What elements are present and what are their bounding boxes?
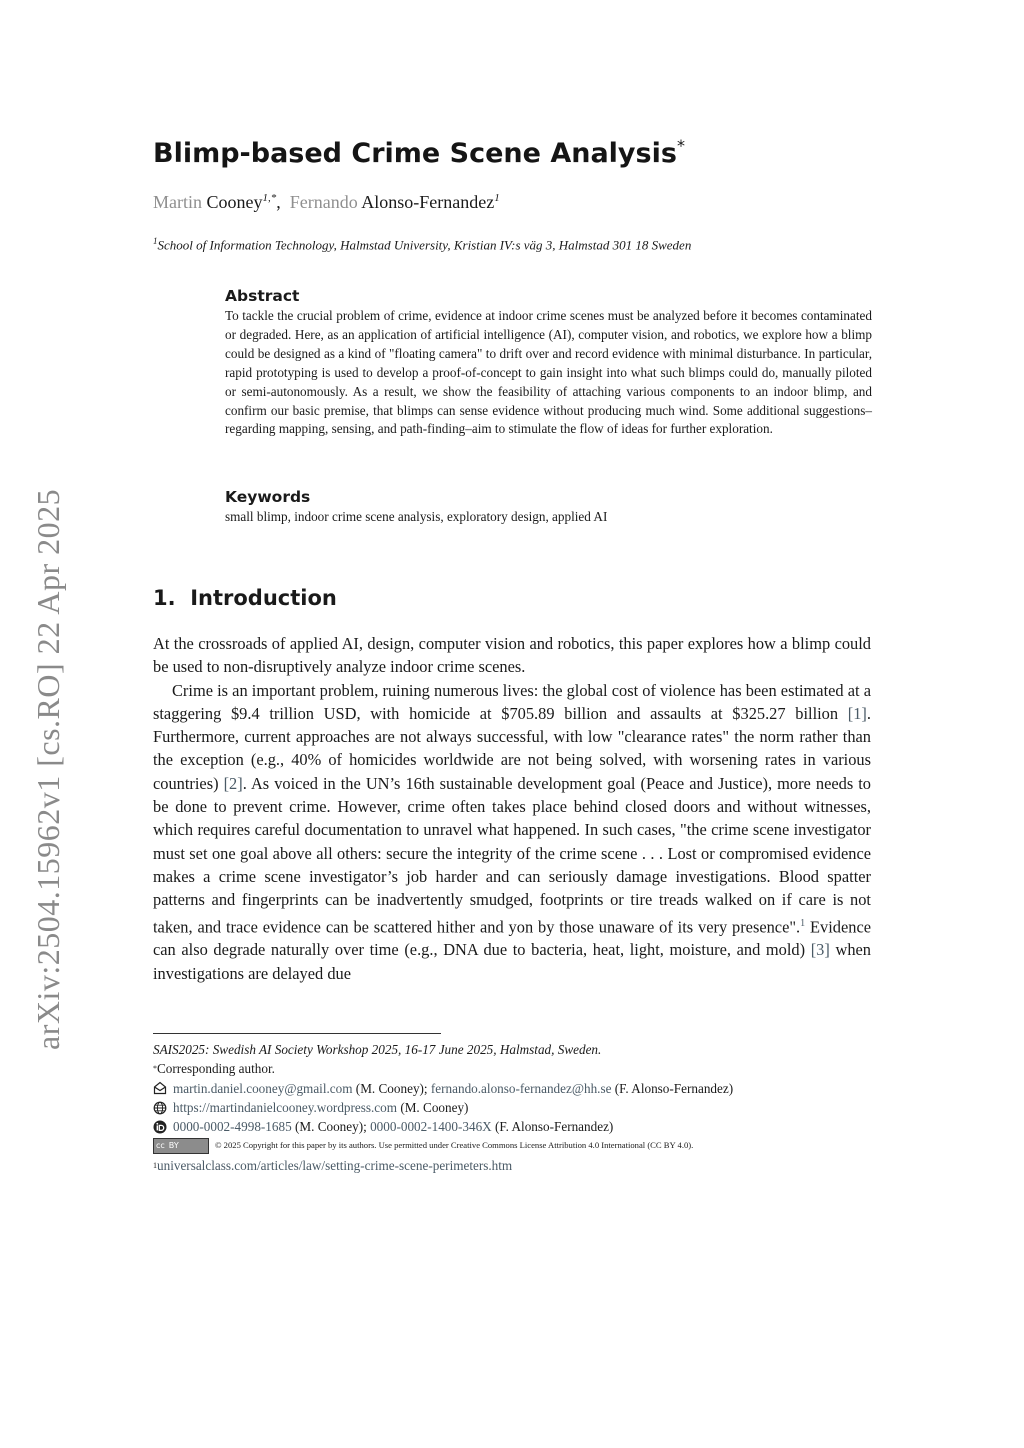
abstract-heading: Abstract [225, 287, 300, 305]
author-list: Martin Cooney$^{1,*}$, Fernando Alonso-Fernandez$^1$ [153, 192, 500, 212]
paper-title [153, 138, 685, 169]
affiliation-mark: 1 [153, 236, 158, 246]
keywords-heading: Keywords [225, 488, 311, 506]
orcid-row [153, 1117, 871, 1136]
email-link[interactable]: fernando.alonso-fernandez@hh.se [430, 1080, 612, 1096]
section-heading-introduction [153, 586, 337, 610]
author-affiliation-mark: 1 [494, 192, 500, 204]
email-row [153, 1079, 871, 1098]
intro-text: . As voiced in the UN’s 16th sustainable development goal (Peace and Justice), more needs to be done to prevent crime. However, crime often takes place behind closed doors and without witnesses, which requires careful documentation to unravel what happened. In such cases, "the crime scene investigator must set one goal above all others: secure the integrity of the crime scene . . . Lost or compromised evidence makes a crime scene investigator’s job harder and can seriously damage investigations. Blood spatter patterns and fingerprints can be inadvertently smudged, footprints or tire treads walked on if care is not taken, and trace evidence can be scattered hither and yon by those unaware of its very presence". [153, 773, 871, 937]
email-owner: (M. Cooney); [352, 1080, 431, 1096]
intro-text: Evidence can also degrade naturally over time (e.g., DNA due to bacteria, heat, light, moisture, and mold) [153, 917, 871, 960]
citation-link[interactable]: [3] [810, 940, 830, 960]
section-number: 1. [153, 586, 176, 610]
footnote-1-url[interactable]: universalclass.com/articles/law/setting-crime-scene-perimeters.htm [157, 1157, 513, 1173]
corresponding-note [153, 1059, 871, 1078]
intro-text: Crime is an important problem, ruining numerous lives: the global cost of violence has been estimated at a staggering $9.4 trillion USD, with homicide at $705.89 billion and assaults at $325.27 billion [153, 680, 871, 723]
cc-badge-right: BY [168, 1141, 179, 1151]
orcid-icon [153, 1120, 167, 1134]
email-owner: (F. Alonso-Fernandez) [611, 1080, 734, 1096]
author-given-name: Fernando [289, 192, 358, 212]
globe-icon [153, 1101, 167, 1115]
citation-link[interactable]: [1] [847, 703, 867, 723]
website-row [153, 1098, 871, 1117]
affiliation-text: School of Information Technology, Halmstad University, Kristian IV:s väg 3, Halmstad 301 18 Sweden [157, 237, 692, 253]
envelope-icon [153, 1081, 167, 1095]
title-footnote-mark: * [676, 136, 685, 155]
corresponding-mark: * [153, 1064, 157, 1074]
email-link[interactable]: martin.daniel.cooney@gmail.com [173, 1080, 353, 1096]
abstract-text: To tackle the crucial problem of crime, evidence at indoor crime scenes must be analyzed before it becomes contaminated or degraded. Here, as an application of artificial intelligence (AI), computer vision, and robotics, we explore how a blimp could be designed as a kind of "floating camera" to drift over and record evidence with minimal disturbance. In particular, rapid prototyping is used to develop a proof-of-concept to gain insight into what such blimps could do, manually piloted or semi-autonomously. As a result, we show the feasibility of attaching various components to an indoor blimp, and confirm our basic premise, that blimps can sense evidence without producing much wind. Some additional suggestions–regarding mapping, sensing, and path-finding–aim to stimulate the flow of ideas for further exploration. [225, 308, 872, 437]
intro-paragraph-1: At the crossroads of applied AI, design, computer vision and robotics, this paper explores how a blimp could be used to non-disruptively analyze indoor crime scenes. [153, 634, 871, 677]
website-link[interactable]: https://martindanielcooney.wordpress.com [173, 1099, 398, 1115]
intro-text: . Furthermore, current approaches are not always successful, with low "clearance rates" the norm rather than the exception (e.g., 40% of homicides worldwide are not being solved, with worsening rates in various countries) [153, 703, 871, 793]
footnote-divider [153, 1033, 441, 1034]
keywords-block [225, 488, 872, 527]
section-title: Introduction [190, 586, 337, 610]
introduction-body [153, 632, 871, 985]
citation-link[interactable]: [2] [223, 773, 243, 793]
footnotes [153, 1040, 871, 1175]
title-text: Blimp-based Crime Scene Analysis [153, 138, 677, 169]
website-owner: (M. Cooney) [397, 1099, 469, 1115]
orcid-link[interactable]: 0000-0002-1400-346X [370, 1119, 492, 1135]
orcid-owner: (M. Cooney); [291, 1119, 371, 1135]
author-affiliation-mark: 1,* [262, 192, 277, 204]
intro-paragraph-2 [153, 679, 871, 985]
keywords-text: small blimp, indoor crime scene analysis, exploratory design, applied AI [225, 509, 608, 524]
affiliation [153, 236, 691, 253]
author-given-name: Martin [153, 192, 202, 212]
abstract-block [225, 287, 872, 439]
intro-text: when investigations are delayed due [153, 940, 871, 983]
orcid-link[interactable]: 0000-0002-4998-1685 [173, 1119, 292, 1135]
orcid-owner: (F. Alonso-Fernandez) [491, 1119, 614, 1135]
cc-badge-left: cc [156, 1141, 165, 1151]
author-family-name: Cooney [206, 192, 263, 212]
footnote-1-mark: 1 [153, 1160, 157, 1170]
license-row [153, 1136, 871, 1155]
cc-by-license-badge[interactable] [153, 1138, 209, 1154]
footnote-1 [153, 1156, 871, 1175]
arxiv-identifier-stamp: arXiv:2504.15962v1 [cs.RO] 22 Apr 2025 [30, 488, 66, 1050]
workshop-note: SAIS2025: Swedish AI Society Workshop 2025, 16-17 June 2025, Halmstad, Sweden. [153, 1042, 602, 1057]
corresponding-text: Corresponding author. [157, 1061, 275, 1077]
footnote-link[interactable]: 1 [800, 917, 806, 929]
copyright-text: © 2025 Copyright for this paper by its authors. Use permitted under Creative Commons License Attribution 4.0 International (CC BY 4.0). [215, 1140, 694, 1151]
author-family-name: Alonso-Fernandez [361, 192, 495, 212]
